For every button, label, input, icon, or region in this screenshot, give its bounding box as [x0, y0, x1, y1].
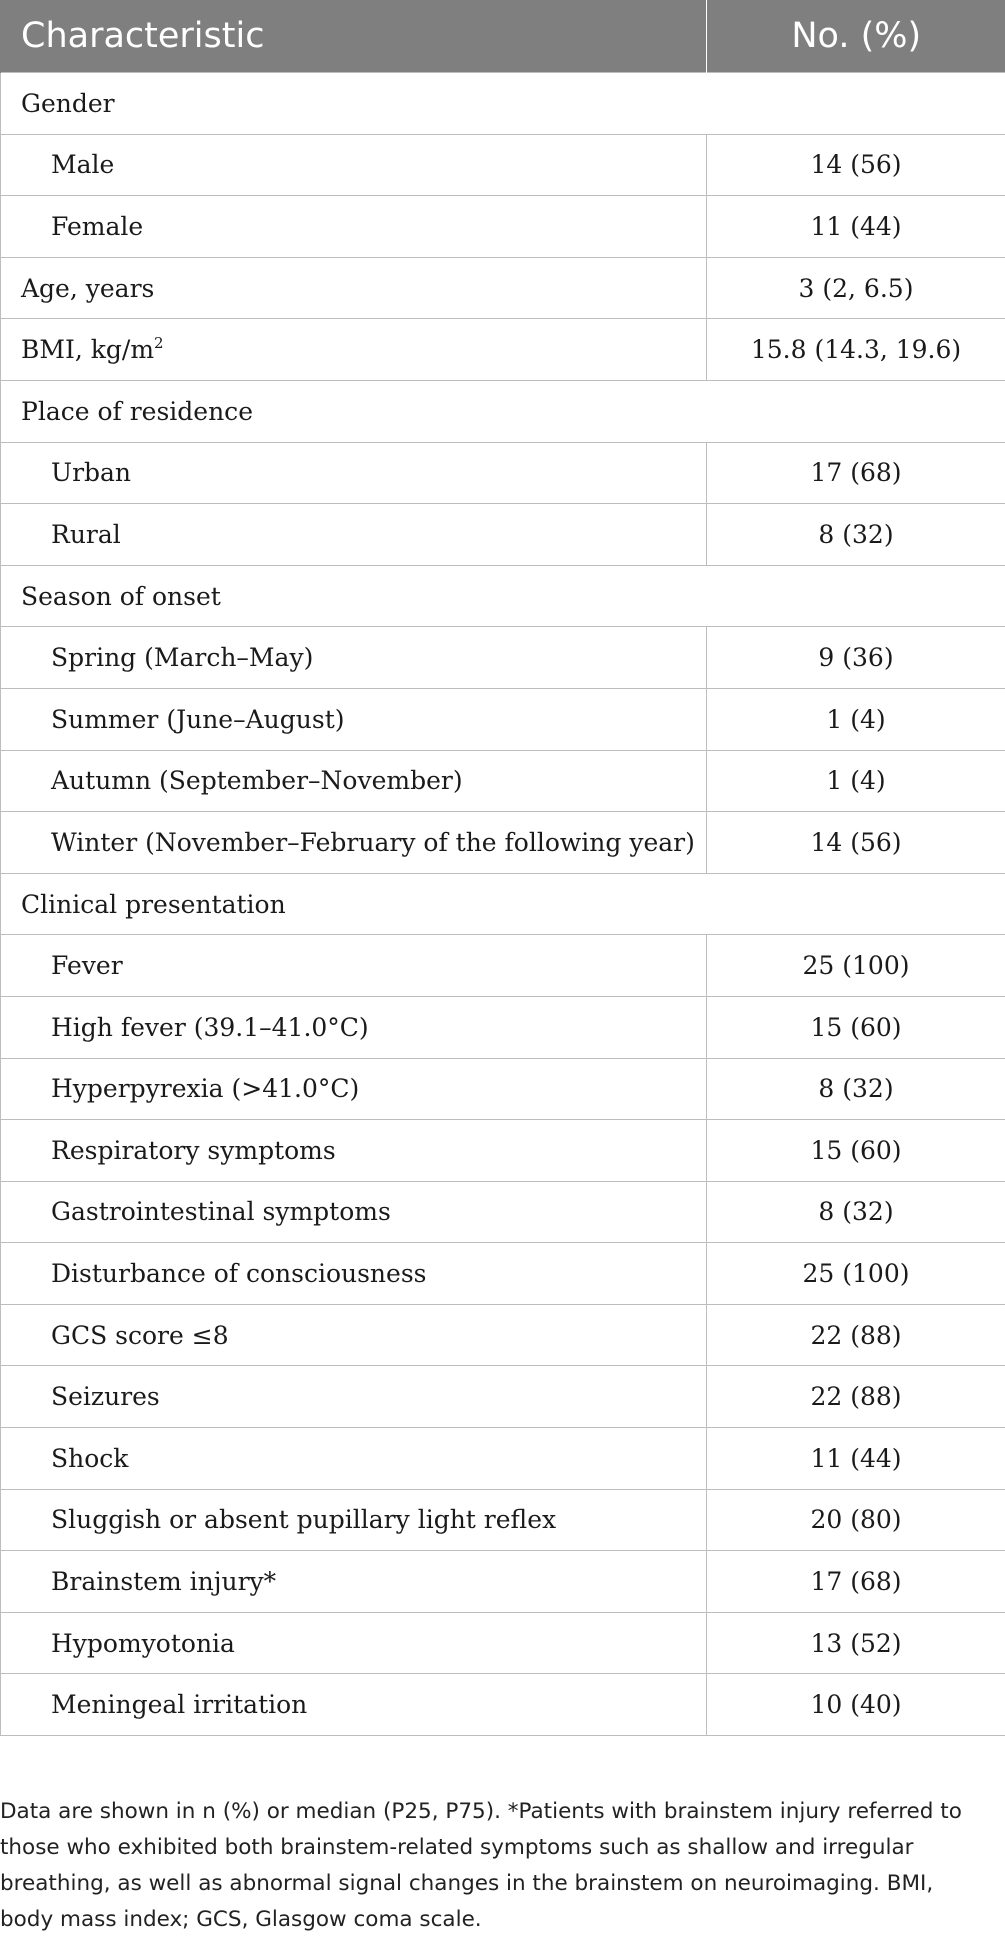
row-value: 8 (32) [707, 1058, 1005, 1120]
row-label-text: Urban [51, 458, 132, 488]
section-label [1, 380, 1005, 442]
row-label [1, 812, 707, 874]
table-row [1, 319, 1005, 381]
row-value: 25 (100) [707, 935, 1005, 997]
row-label-text: Spring (March–May) [51, 643, 314, 673]
section-label [1, 873, 1005, 935]
row-label-text: Hypomyotonia [51, 1628, 235, 1658]
table-header [1, 0, 1005, 73]
row-value: 20 (80) [707, 1489, 1005, 1551]
row-value: 17 (68) [707, 1551, 1005, 1613]
row-value: 13 (52) [707, 1612, 1005, 1674]
table-row [1, 935, 1005, 997]
row-label-text: Age, years [21, 273, 155, 303]
row-label-superscript: 2 [154, 334, 164, 353]
table-row [1, 1181, 1005, 1243]
row-label [1, 1304, 707, 1366]
table-row [1, 442, 1005, 504]
header-row [1, 0, 1005, 73]
table-row [1, 750, 1005, 812]
row-label [1, 1058, 707, 1120]
table-footnote: Data are shown in n (%) or median (P25, P75). *Patients with brainstem injury referred to those who exhibited both brainstem-related symptoms such as shallow and irregular breathing, as well as abnormal signal changes in the brainstem on neuroimaging. BMI, body mass index; GCS, Glasgow coma scale. [0, 1799, 962, 1932]
table-row [1, 1674, 1005, 1736]
row-label [1, 935, 707, 997]
row-label [1, 442, 707, 504]
row-label-text: Disturbance of consciousness [51, 1259, 427, 1289]
row-label-text: Meningeal irritation [51, 1690, 308, 1720]
row-label [1, 257, 707, 319]
table-row [1, 1366, 1005, 1428]
row-label-text: Winter (November–February of the following year) [51, 827, 695, 857]
section-label [1, 73, 1005, 135]
header-characteristic: Characteristic [1, 0, 707, 73]
row-label-text: Rural [51, 519, 121, 549]
row-value: 1 (4) [707, 750, 1005, 812]
row-label [1, 319, 707, 381]
row-value: 14 (56) [707, 812, 1005, 874]
row-label [1, 1120, 707, 1182]
row-label [1, 1551, 707, 1613]
table-row [1, 1551, 1005, 1613]
table-row [1, 134, 1005, 196]
row-label-text: Sluggish or absent pupillary light reflex [51, 1505, 557, 1535]
row-label-text: Place of residence [21, 396, 253, 426]
table-row [1, 196, 1005, 258]
row-label-text: Summer (June–August) [51, 704, 345, 734]
row-label [1, 1428, 707, 1490]
row-value: 15 (60) [707, 1120, 1005, 1182]
row-label [1, 1612, 707, 1674]
row-value: 22 (88) [707, 1366, 1005, 1428]
row-value: 8 (32) [707, 1181, 1005, 1243]
section-row [1, 73, 1005, 135]
row-value: 10 (40) [707, 1674, 1005, 1736]
table-row [1, 688, 1005, 750]
row-value: 25 (100) [707, 1243, 1005, 1305]
row-label-text: Seizures [51, 1382, 160, 1412]
table-row [1, 1428, 1005, 1490]
row-label [1, 504, 707, 566]
row-value: 11 (44) [707, 1428, 1005, 1490]
table-row [1, 1304, 1005, 1366]
row-label-text: Gastrointestinal symptoms [51, 1197, 391, 1227]
row-label [1, 750, 707, 812]
row-label [1, 1366, 707, 1428]
row-label-text: GCS score ≤8 [51, 1320, 229, 1350]
row-label-text: Male [51, 150, 115, 180]
section-row [1, 380, 1005, 442]
row-value: 9 (36) [707, 627, 1005, 689]
row-value: 17 (68) [707, 442, 1005, 504]
table-row [1, 627, 1005, 689]
table-body [1, 73, 1005, 1736]
row-label-text: Respiratory symptoms [51, 1135, 336, 1165]
row-label-text: Hyperpyrexia (>41.0°C) [51, 1074, 360, 1104]
row-value: 22 (88) [707, 1304, 1005, 1366]
table-row [1, 812, 1005, 874]
row-value: 8 (32) [707, 504, 1005, 566]
row-label [1, 1181, 707, 1243]
row-label-text: Shock [51, 1443, 129, 1473]
row-label [1, 196, 707, 258]
row-label-text: BMI, kg/m [21, 335, 155, 365]
header-value: No. (%) [707, 0, 1005, 73]
row-label [1, 1674, 707, 1736]
row-label [1, 134, 707, 196]
row-value: 11 (44) [707, 196, 1005, 258]
row-value: 3 (2, 6.5) [707, 257, 1005, 319]
table-row [1, 1612, 1005, 1674]
row-label [1, 1489, 707, 1551]
table-row [1, 1058, 1005, 1120]
row-label-text: Autumn (September–November) [51, 766, 463, 796]
table-row [1, 257, 1005, 319]
table-row [1, 1120, 1005, 1182]
row-label [1, 1243, 707, 1305]
row-label-text: High fever (39.1–41.0°C) [51, 1012, 369, 1042]
row-label-text: Fever [51, 951, 123, 981]
row-label-text: Season of onset [21, 581, 221, 611]
row-value: 15.8 (14.3, 19.6) [707, 319, 1005, 381]
row-label-text: Clinical presentation [21, 889, 286, 919]
row-label [1, 688, 707, 750]
table-row [1, 1489, 1005, 1551]
row-label-text: Gender [21, 88, 115, 118]
row-value: 1 (4) [707, 688, 1005, 750]
section-row [1, 565, 1005, 627]
row-label [1, 627, 707, 689]
row-value: 15 (60) [707, 996, 1005, 1058]
row-label [1, 996, 707, 1058]
section-label [1, 565, 1005, 627]
table-row [1, 996, 1005, 1058]
table-row [1, 1243, 1005, 1305]
row-label-text: Brainstem injury* [51, 1567, 277, 1597]
row-label-text: Female [51, 211, 144, 241]
table-row [1, 504, 1005, 566]
row-value: 14 (56) [707, 134, 1005, 196]
section-row [1, 873, 1005, 935]
